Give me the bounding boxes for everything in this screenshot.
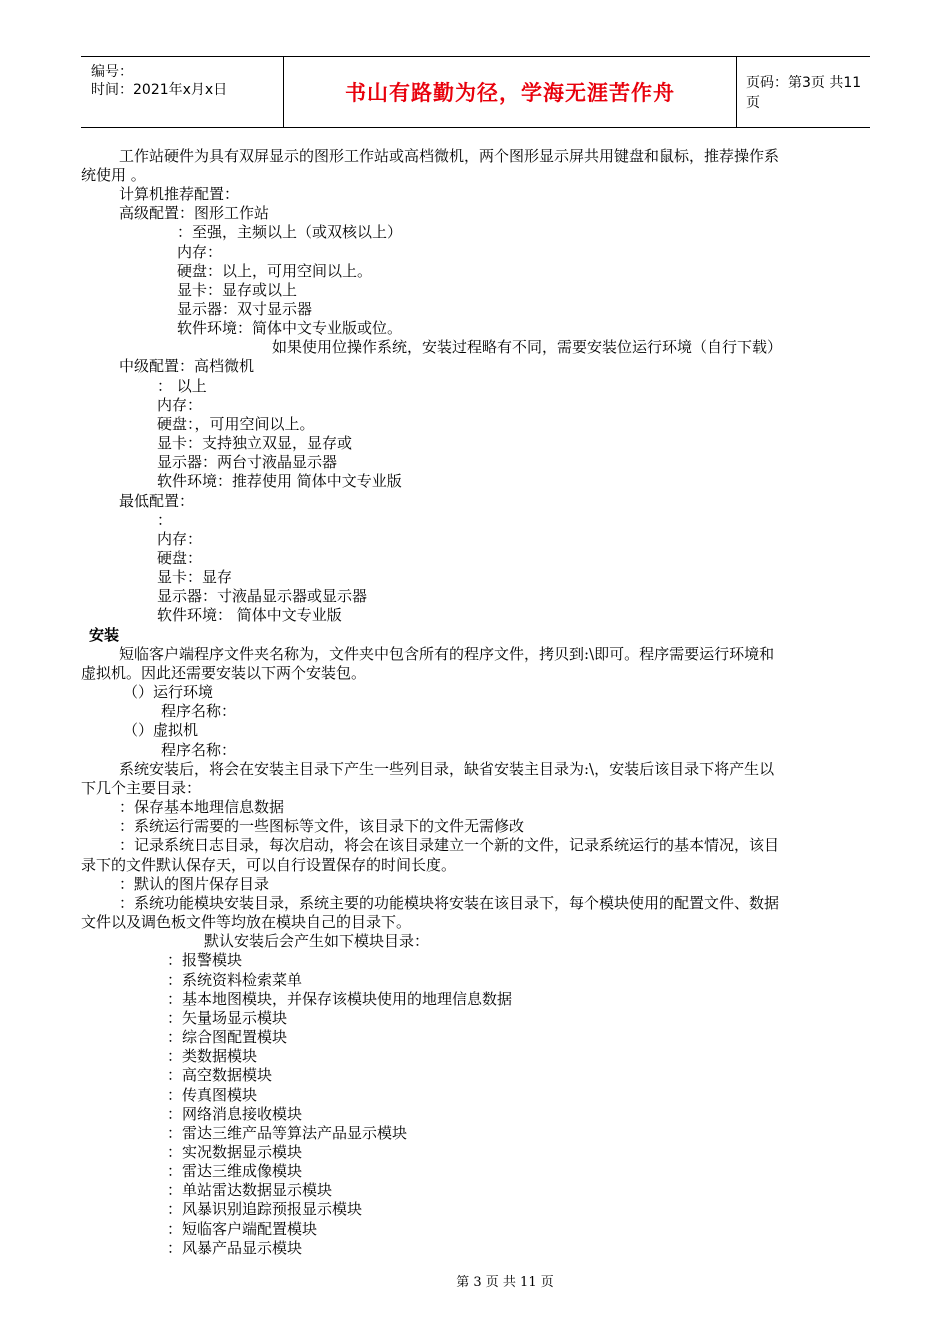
paragraph-line: 下几个主要目录： (81, 779, 202, 797)
module-item: ：短临客户端配置模块 (167, 1220, 318, 1238)
paragraph-line: 硬盘：以上，可用空间以上。 (177, 262, 373, 280)
paragraph-line: ：至强，主频以上（或双核以上） (177, 223, 403, 241)
paragraph-line: ： 以上 (157, 377, 207, 395)
paragraph-line: 工作站硬件为具有双屏显示的图形工作站或高档微机，两个图形显示屏共用键盘和鼠标，推荐操作系 (119, 147, 780, 165)
paragraph-line: 显卡：显存或以上 (177, 281, 298, 299)
paragraph-line: 硬盘： (157, 549, 203, 567)
header-motto: 书山有路勤为径，学海无涯苦作舟 (345, 81, 675, 105)
paragraph-line: 显示器：两台寸液晶显示器 (157, 453, 338, 471)
paragraph-line: ：默认的图片保存目录 (119, 875, 270, 893)
paragraph-line: （）虚拟机 (123, 721, 199, 739)
module-item: ：基本地图模块，并保存该模块使用的地理信息数据 (167, 990, 513, 1008)
paragraph-line: 软件环境：简体中文专业版或位。 (177, 319, 403, 337)
module-item: ：综合图配置模块 (167, 1028, 288, 1046)
module-item: ：雷达三维成像模块 (167, 1162, 303, 1180)
footer-page-number: 第 3 页 共 11 页 (456, 1275, 554, 1290)
module-item: ：矢量场显示模块 (167, 1009, 288, 1027)
paragraph-line: 计算机推荐配置： (119, 185, 240, 203)
module-item: ：类数据模块 (167, 1047, 258, 1065)
paragraph-line: ：保存基本地理信息数据 (119, 798, 285, 816)
paragraph-line: 默认安装后会产生如下模块目录： (204, 932, 430, 950)
module-item: ：单站雷达数据显示模块 (167, 1181, 333, 1199)
paragraph-line: 虚拟机。因此还需要安装以下两个安装包。 (81, 664, 367, 682)
header-motto-cell (283, 57, 737, 127)
paragraph-line: 程序名称： (161, 702, 237, 720)
paragraph-line: 显示器：寸液晶显示器或显示器 (157, 587, 368, 605)
paragraph-line: ：系统运行需要的一些图标等文件，该目录下的文件无需修改 (119, 817, 525, 835)
module-item: ：实况数据显示模块 (167, 1143, 303, 1161)
paragraph-line: 高级配置：图形工作站 (119, 204, 270, 222)
section-heading: 安装 (89, 626, 120, 644)
header-meta (81, 57, 283, 127)
page-footer (0, 1271, 950, 1290)
module-item: ：风暴识别追踪预报显示模块 (167, 1200, 363, 1218)
paragraph-line: 录下的文件默认保存天，可以自行设置保存的时间长度。 (81, 856, 457, 874)
paragraph-line: 程序名称： (161, 741, 237, 759)
module-item: ：报警模块 (167, 951, 243, 969)
paragraph-line: 如果使用位操作系统，安装过程略有不同，需要安装位运行环境（自行下载） (272, 338, 783, 356)
paragraph-line: 硬盘：，可用空间以上。 (157, 415, 315, 433)
page-header (81, 56, 870, 128)
paragraph-line: 统使用 。 (81, 166, 146, 184)
paragraph-line: 短临客户端程序文件夹名称为，文件夹中包含所有的程序文件，拷贝到:\即可。程序需要运行环境和 (119, 645, 775, 663)
paragraph-line: 文件以及调色板文件等均放在模块自己的目录下。 (81, 913, 412, 931)
paragraph-line: ：系统功能模块安装目录，系统主要的功能模块将安装在该目录下，每个模块使用的配置文件、数据 (119, 894, 780, 912)
paragraph-line: 软件环境：推荐使用 简体中文专业版 (157, 472, 402, 490)
module-item: ：系统资料检索菜单 (167, 971, 303, 989)
paragraph-line: 内存： (177, 243, 223, 261)
module-item: ：高空数据模块 (167, 1066, 273, 1084)
paragraph-line: ： (157, 511, 173, 529)
paragraph-line: ：记录系统日志目录，每次启动，将会在该目录建立一个新的文件，记录系统运行的基本情况，该目 (119, 836, 780, 854)
header-page-info: 页码：第3页 共11页 (746, 75, 862, 111)
module-item: ：传真图模块 (167, 1086, 258, 1104)
header-page-cell (736, 57, 870, 127)
paragraph-line: 内存： (157, 530, 203, 548)
document-time-label: 时间：2021年x月x日 (91, 82, 228, 98)
document-number-label: 编号： (91, 64, 133, 80)
paragraph-line: 系统安装后，将会在安装主目录下产生一些列目录，缺省安装主目录为:\，安装后该目录下将产生以 (119, 760, 775, 778)
paragraph-line: 显卡：显存 (157, 568, 233, 586)
module-item: ：网络消息接收模块 (167, 1105, 303, 1123)
paragraph-line: 内存： (157, 396, 203, 414)
paragraph-line: 最低配置： (119, 492, 195, 510)
paragraph-line: 软件环境： 简体中文专业版 (157, 606, 342, 624)
paragraph-line: （）运行环境 (123, 683, 214, 701)
module-item: ：风暴产品显示模块 (167, 1239, 303, 1257)
paragraph-line: 显卡：支持独立双显，显存或 (157, 434, 353, 452)
paragraph-line: 中级配置：高档微机 (119, 357, 255, 375)
paragraph-line: 显示器：双寸显示器 (177, 300, 313, 318)
module-item: ：雷达三维产品等算法产品显示模块 (167, 1124, 408, 1142)
